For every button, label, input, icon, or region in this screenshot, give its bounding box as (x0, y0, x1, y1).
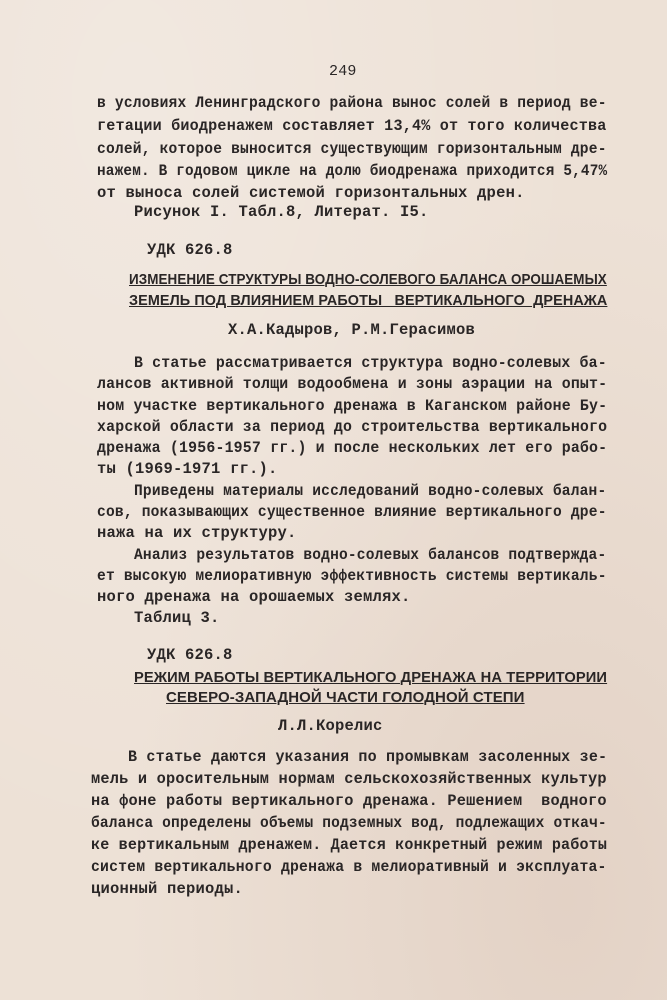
article1-title-line: ЗЕМЕЛЬ ПОД ВЛИЯНИЕМ РАБОТЫ ВЕРТИКАЛЬНОГО ДРЕНАЖА (129, 292, 608, 309)
article1-tables-note: Таблиц 3. (134, 609, 220, 627)
article2-authors: Л.Л.Корелис (278, 717, 383, 735)
article2-body-line: ке вертикальным дренажем. Дается конкретный режим работы (91, 836, 608, 854)
article2-title-line: РЕЖИМ РАБОТЫ ВЕРТИКАЛЬНОГО ДРЕНАЖА НА ТЕРРИТОРИИ (134, 669, 608, 686)
intro-line: гетации биодренажем составляет 13,4% от того количества (97, 117, 607, 135)
intro-line: солей, которое выносится существующим горизонтальным дре- (97, 140, 607, 158)
article2-title-line: СЕВЕРО-ЗАПАДНОЙ ЧАСТИ ГОЛОДНОЙ СТЕПИ (166, 689, 525, 706)
article1-body-line: В статье рассматривается структура водно-солевых ба- (134, 354, 607, 372)
article2-udc: УДК 626.8 (147, 646, 233, 664)
article1-body-line: ет высокую мелиоративную эффективность системы вертикаль- (97, 567, 607, 585)
article2-body-line: В статье даются указания по промывкам засоленных зе- (128, 748, 608, 766)
intro-line: нажем. В годовом цикле на долю биодренажа приходится 5,47% (97, 162, 608, 180)
article1-title-line: ИЗМЕНЕНИЕ СТРУКТУРЫ ВОДНО-СОЛЕВОГО БАЛАНСА ОРОШАЕМЫХ (129, 271, 607, 288)
article1-body-line: дренажа (1956-1957 гг.) и после нескольких лет его рабо- (97, 439, 608, 457)
intro-line: от выноса солей системой горизонтальных дрен. (97, 184, 525, 202)
intro-figures-note: Рисунок I. Табл.8, Литерат. I5. (134, 203, 429, 221)
article1-body-line: нажа на их структуру. (97, 524, 297, 542)
article2-body-line: систем вертикального дренажа в мелиоративный и эксплуата- (91, 858, 607, 876)
article1-udc: УДК 626.8 (147, 241, 233, 259)
article2-body-line: ционный периоды. (91, 880, 244, 898)
article1-body-line: харской области за период до строительства вертикального (97, 418, 608, 436)
article1-body-line: ного дренажа на орошаемых землях. (97, 588, 411, 606)
article1-body-line: лансов активной толщи водообмена и зоны аэрации на опыт- (97, 375, 608, 393)
article1-body-line: ном участке вертикального дренажа в Каганском районе Бу- (97, 397, 608, 415)
article2-body-line: мель и оросительным нормам сельскохозяйственных культур (91, 770, 607, 788)
article1-body-line: ты (1969-1971 гг.). (97, 460, 278, 478)
article1-body-line: сов, показывающих существенное влияние вертикального дре- (97, 503, 607, 521)
article1-body-line: Приведены материалы исследований водно-солевых балан- (134, 482, 607, 500)
page-number: 249 (329, 63, 357, 80)
article1-authors: Х.А.Кадыров, Р.М.Герасимов (228, 321, 476, 339)
article2-body-line: баланса определены объемы подземных вод, подлежащих откач- (91, 814, 607, 832)
article2-body-line: на фоне работы вертикального дренажа. Решением водного (91, 792, 607, 810)
article1-body-line: Анализ результатов водно-солевых балансов подтвержда- (134, 546, 607, 564)
intro-line: в условиях Ленинградского района вынос солей в период ве- (97, 94, 607, 112)
